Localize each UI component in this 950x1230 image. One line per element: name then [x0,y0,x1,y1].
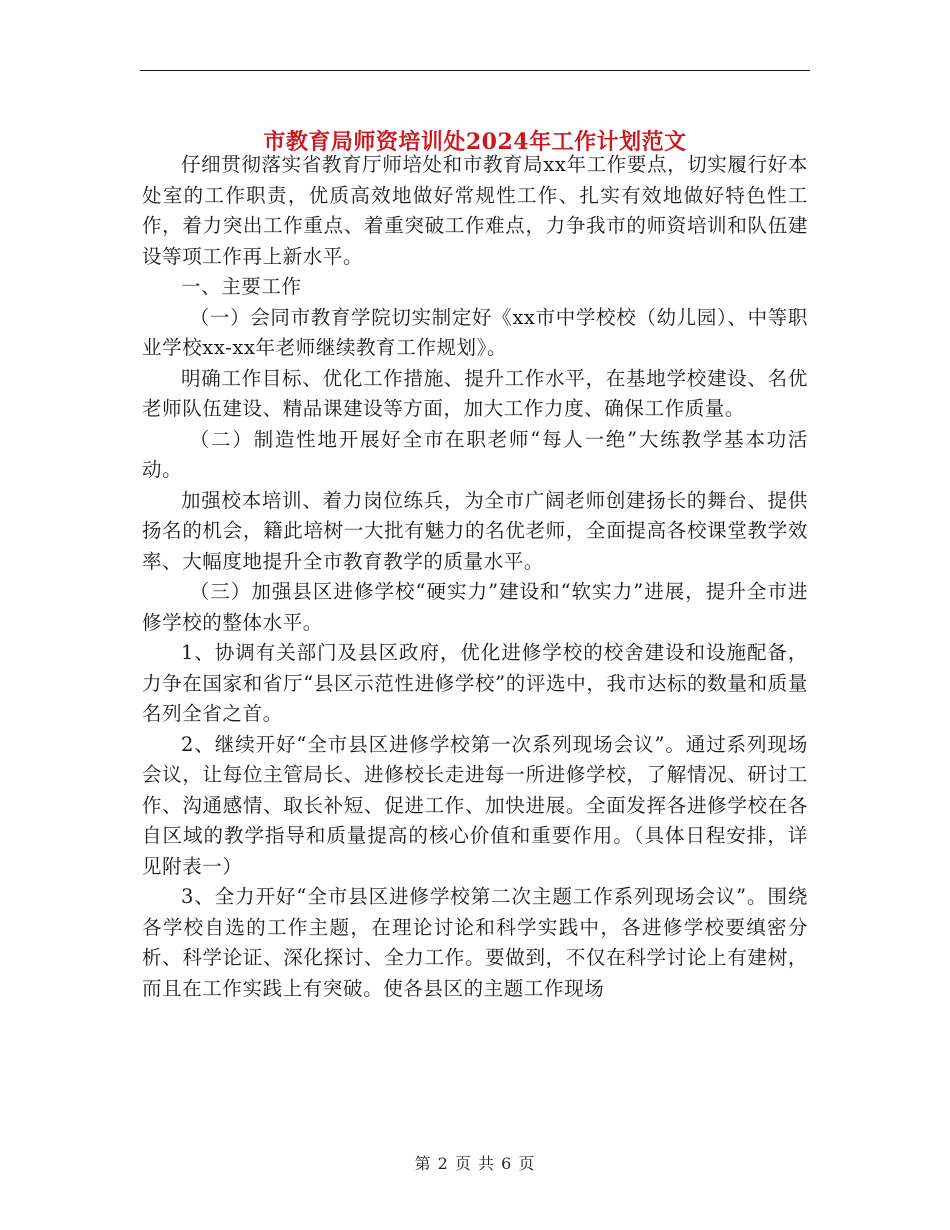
item-2-heading: （二）制造性地开展好全市在职老师“每人一绝”大练教学基本功活动。 [142,427,808,481]
document-title: 市教育局师资培训处2024年工作计划范文 [263,128,687,155]
section-heading-main-work: 一、主要工作 [181,275,302,298]
item-1-detail: 明确工作目标、优化工作措施、提升工作水平，在基地学校建设、名优老师队伍建设、精品课建设等方面，加大工作力度、确保工作质量。 [142,366,808,420]
intro-paragraph: 仔细贯彻落实省教育厅师培处和市教育局xx年工作要点，切实履行好本处室的工作职责，优质高效地做好常规性工作、扎实有效地做好特色性工作，着力突出工作重点、着重突破工作难点，力争我市的师资培训和队伍建设等项工作再上新水平。 [142,153,808,268]
item-2-detail: 加强校本培训、着力岗位练兵，为全市广阔老师创建扬长的舞台、提供扬名的机会，籍此培树一大批有魅力的名优老师，全面提高各校课堂教学效率、大幅度地提升全市教育教学的质量水平。 [142,488,808,573]
header-rule [140,70,810,71]
page-number-footer: 第 2 页 共 6 页 [414,1154,536,1173]
item-3-heading: （三）加强县区进修学校“硬实力”建设和“软实力”进展，提升全市进修学校的整体水平。 [142,580,808,634]
item-3-point-2: 2、继续开好“全市县区进修学校第一次系列现场会议”。通过系列现场会议，让每位主管局长、进修校长走进每一所进修学校，了解情况、研讨工作、沟通感情、取长补短、促进工作、加快进展。全面发挥各进修学校在各自区域的教学指导和质量提高的核心价值和重要作用。（具体日程安排，详见附表一） [142,732,808,878]
item-1-heading: （一）会同市教育学院切实制定好《xx市中学校校（幼儿园）、中等职业学校xx-xx年老师继续教育工作规划》。 [142,305,808,359]
item-3-point-1: 1、协调有关部门及县区政府，优化进修学校的校舍建设和设施配备，力争在国家和省厅“县区示范性进修学校”的评选中，我市达标的数量和质量名列全省之首。 [142,641,808,725]
item-3-point-3: 3、全力开好“全市县区进修学校第二次主题工作系列现场会议”。围绕各学校自选的工作主题，在理论讨论和科学实践中，各进修学校要缜密分析、科学论证、深化探讨、全力工作。要做到，不仅在科学讨论上有建树，而且在工作实践上有突破。使各县区的主题工作现场 [142,885,808,1000]
document-body [142,150,808,1004]
